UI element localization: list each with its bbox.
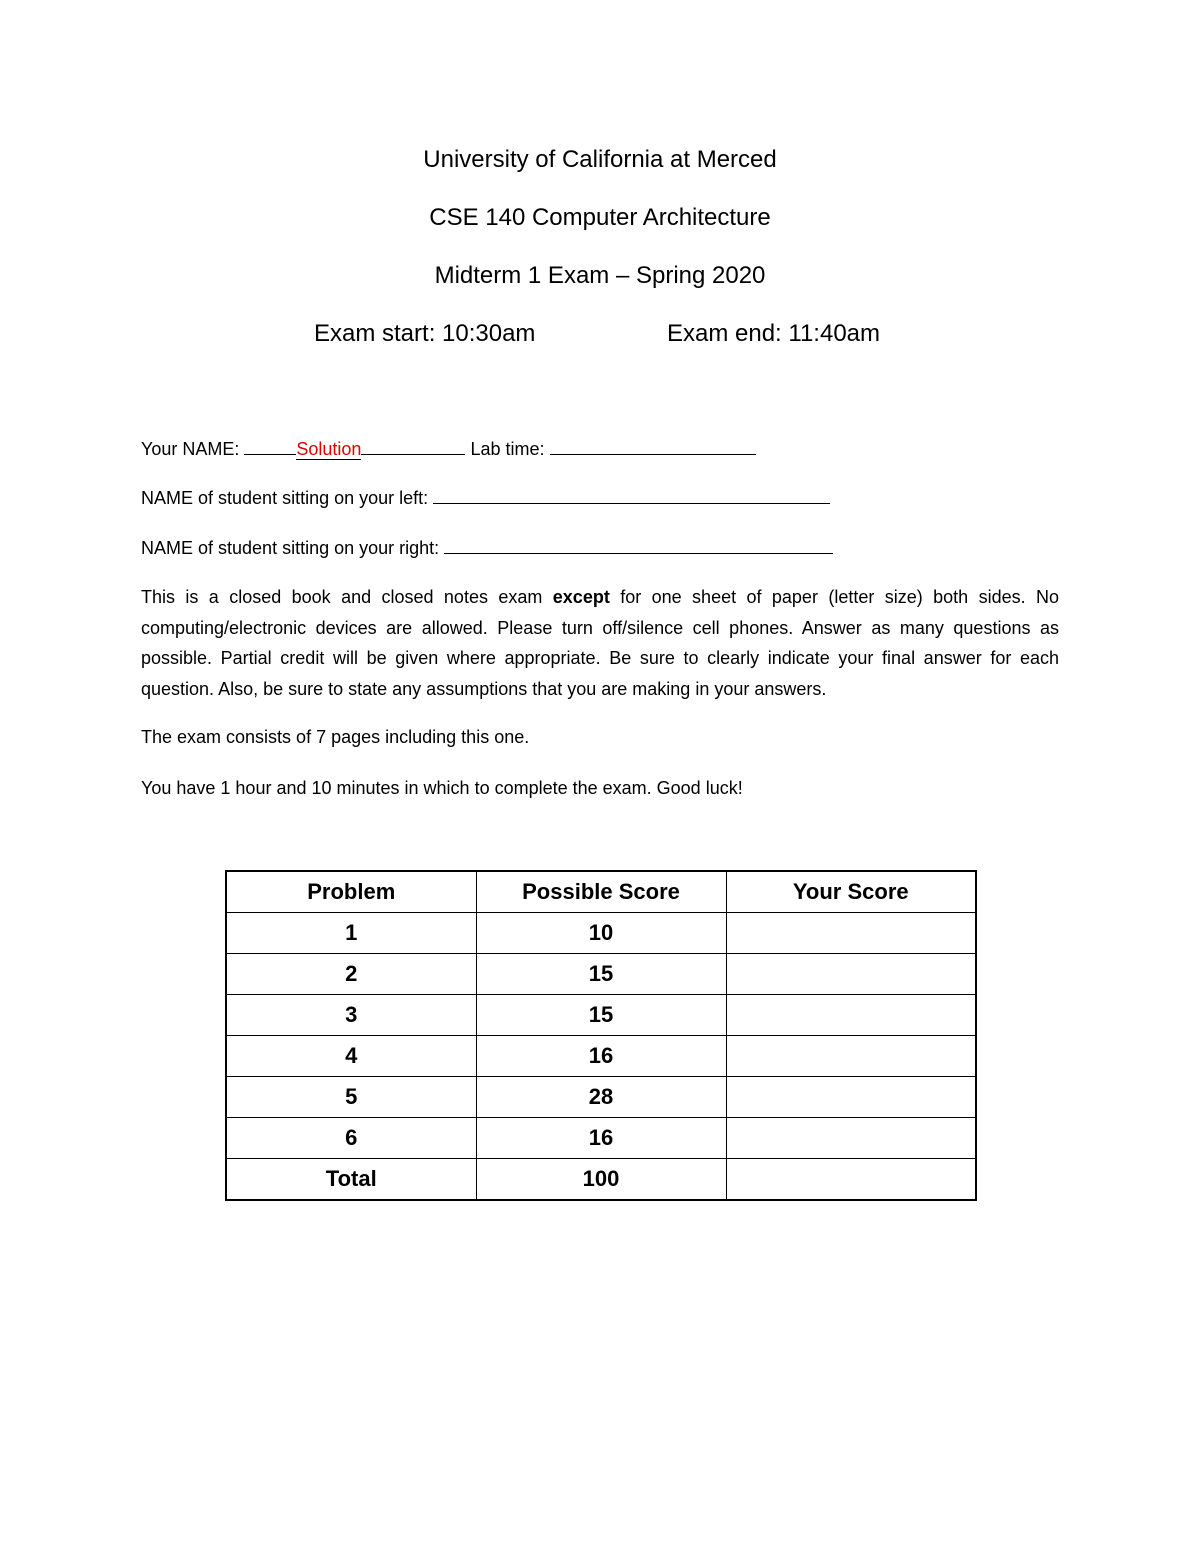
- university-title: University of California at Merced: [423, 146, 777, 173]
- problem-cell: 6: [226, 1118, 476, 1159]
- exam-end-time: Exam end: 11:40am: [667, 320, 881, 347]
- table-row-total: [226, 1159, 976, 1201]
- table-row: [226, 1036, 976, 1077]
- time-limit-text: You have 1 hour and 10 minutes in which to complete the exam. Good luck!: [141, 778, 743, 798]
- table-row: [226, 995, 976, 1036]
- right-student-line: [141, 535, 833, 560]
- lab-time-blank[interactable]: [550, 436, 756, 455]
- possible-cell: 10: [476, 913, 726, 954]
- name-label: Your NAME:: [141, 439, 245, 459]
- your-score-cell[interactable]: [726, 1077, 976, 1118]
- header-your-score: Your Score: [726, 871, 976, 913]
- name-lab-line: [141, 436, 756, 461]
- name-blank-right[interactable]: [361, 436, 465, 455]
- possible-cell: 16: [476, 1118, 726, 1159]
- possible-cell: 16: [476, 1036, 726, 1077]
- lab-time-label: Lab time:: [465, 439, 550, 459]
- total-possible-cell: 100: [476, 1159, 726, 1201]
- right-student-blank[interactable]: [444, 535, 833, 554]
- left-student-label: NAME of student sitting on your left:: [141, 488, 434, 508]
- possible-cell: 15: [476, 995, 726, 1036]
- your-score-cell[interactable]: [726, 1036, 976, 1077]
- left-student-blank[interactable]: [433, 485, 830, 504]
- table-row: [226, 954, 976, 995]
- page-count-text: The exam consists of 7 pages including this one.: [141, 727, 530, 747]
- instructions-text-a: This is a closed book and closed notes exam: [141, 587, 553, 607]
- instructions-paragraph: [141, 582, 1059, 704]
- header-possible-score: Possible Score: [476, 871, 726, 913]
- table-row: [226, 913, 976, 954]
- total-your-score-cell[interactable]: [726, 1159, 976, 1201]
- possible-cell: 28: [476, 1077, 726, 1118]
- total-label-cell: Total: [226, 1159, 476, 1201]
- your-score-cell[interactable]: [726, 1118, 976, 1159]
- your-score-cell[interactable]: [726, 913, 976, 954]
- table-row: [226, 1118, 976, 1159]
- left-student-line: [141, 485, 830, 510]
- problem-cell: 4: [226, 1036, 476, 1077]
- right-student-label: NAME of student sitting on your right:: [141, 538, 445, 558]
- score-table-header: [226, 871, 976, 913]
- score-table: [225, 870, 977, 1201]
- course-title: CSE 140 Computer Architecture: [429, 204, 771, 231]
- your-score-cell[interactable]: [726, 995, 976, 1036]
- exam-times: [0, 318, 1200, 350]
- problem-cell: 1: [226, 913, 476, 954]
- your-score-cell[interactable]: [726, 954, 976, 995]
- problem-cell: 3: [226, 995, 476, 1036]
- exam-title: Midterm 1 Exam – Spring 2020: [434, 262, 766, 289]
- possible-cell: 15: [476, 954, 726, 995]
- instructions-except: except: [552, 587, 610, 607]
- exam-start-time: Exam start: 10:30am: [314, 320, 536, 347]
- header-problem: Problem: [226, 871, 476, 913]
- problem-cell: 5: [226, 1077, 476, 1118]
- problem-cell: 2: [226, 954, 476, 995]
- name-value[interactable]: Solution: [296, 439, 362, 459]
- table-row: [226, 1077, 976, 1118]
- instructions-text-b: for one sheet of paper (letter size) both sides. No computing/electronic devices are allowed. Please turn off/silence cell phones. Answer as many questions as possible. Partial credit will be given where appropriate. Be sure to clearly indicate your final answer for each question. Also, be sure to state any assumptions that you are making in your answers.: [141, 587, 1060, 699]
- name-blank-left[interactable]: [244, 436, 296, 455]
